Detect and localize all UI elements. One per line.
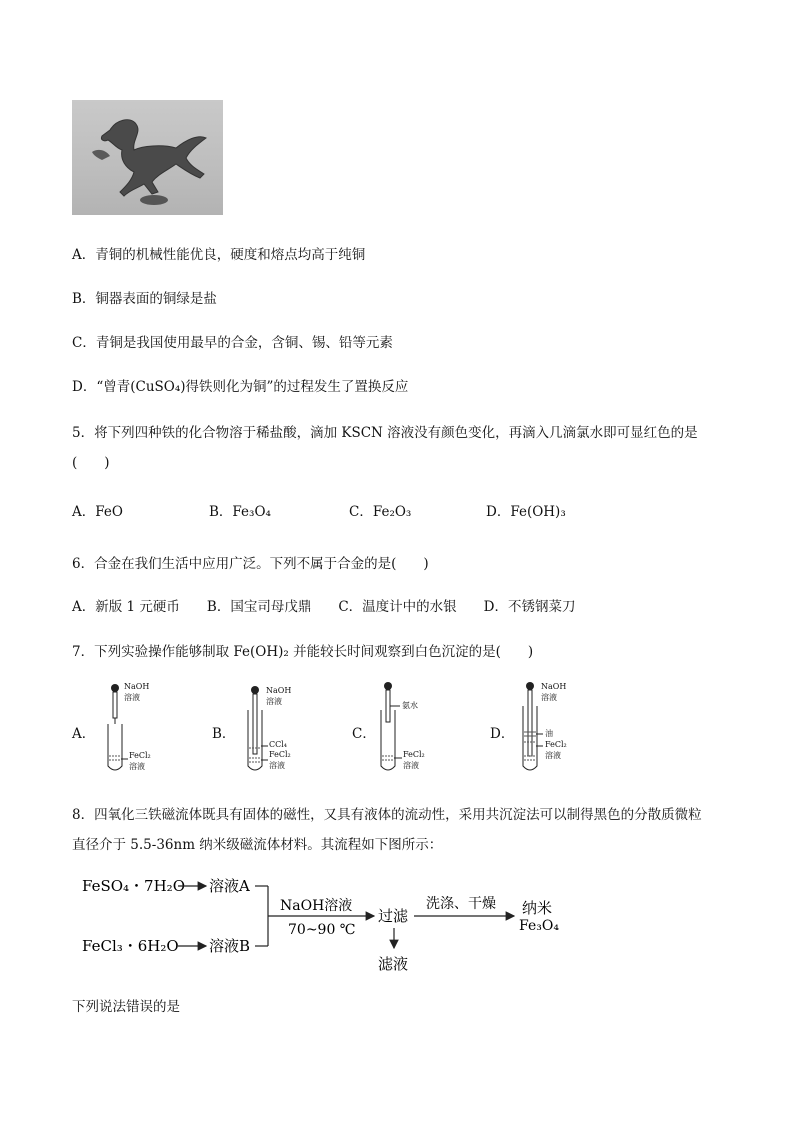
flow-product2: Fe₃O₄: [519, 918, 559, 934]
flow-step-filter: 过滤: [378, 907, 409, 925]
q7-figure-letter: A．: [72, 726, 96, 742]
q7-fig-bottom-label2: 溶液: [269, 761, 285, 770]
q4-option-b: B．铜器表面的铜绿是盐: [72, 291, 217, 307]
q7-fig-bottom-label2: 溶液: [545, 751, 561, 760]
q4-option-d: D．“曾青(CuSO₄)得铁则化为铜”的过程发生了置换反应: [72, 379, 409, 395]
q5-option-b: B．Fe₃O₄: [209, 504, 271, 520]
q7-fig-mid-label: 油: [545, 729, 553, 738]
q7-fig-top-label1: NaOH: [541, 682, 567, 691]
q5-options: [72, 500, 722, 520]
q7-figure-a: [72, 680, 202, 775]
q4-option-c: C．青铜是我国使用最早的合金，含铜、锡、铅等元素: [72, 335, 393, 351]
q5-stem-line2: ( ): [72, 455, 110, 471]
q8-flow-diagram: [78, 868, 598, 978]
flow-solution-a: 溶液A: [209, 877, 250, 895]
q7-fig-bottom-label2: 溶液: [129, 762, 145, 771]
q4-option-a: A．青铜的机械性能优良，硬度和熔点均高于纯铜: [72, 247, 366, 263]
q7-fig-bottom-label1: FeCl₂: [403, 750, 425, 759]
horse-icon: [72, 100, 223, 215]
q6-options: A．新版 1 元硬币 B．国宝司母戊鼎 C．温度计中的水银 D．不锈钢菜刀: [72, 599, 576, 615]
q5-option-c: C．Fe₂O₃: [349, 504, 412, 520]
q5-stem-line1: 5．将下列四种铁的化合物溶于稀盐酸，滴加 KSCN 溶液没有颜色变化，再滴入几滴氯水即可显红色的是: [72, 425, 698, 441]
q8-question: 下列说法错误的是: [72, 999, 180, 1015]
q7-figure-letter: D．: [490, 726, 515, 742]
q7-fig-bottom-label1: FeCl₂: [545, 740, 567, 749]
q7-fig-top-label1: NaOH: [266, 686, 292, 695]
flow-filtrate: 滤液: [378, 955, 409, 973]
flow-condition2: 70~90 ℃: [288, 922, 356, 938]
flow-step-wash: 洗涤、干燥: [426, 896, 496, 912]
q7-fig-top-label1: 氨水: [402, 701, 418, 710]
q7-stem: 7．下列实验操作能够制取 Fe(OH)₂ 并能较长时间观察到白色沉淀的是( ): [72, 644, 534, 660]
q7-fig-bottom-label1: FeCl₂: [129, 751, 151, 760]
q7-fig-bottom-label2: 溶液: [403, 761, 419, 770]
bronze-horse-photo: [72, 100, 223, 215]
q7-fig-top-label1: NaOH: [124, 682, 150, 691]
q8-stem-line2: 直径介于 5.5-36nm 纳米级磁流体材料。其流程如下图所示：: [72, 837, 443, 853]
q7-figure-c: [352, 680, 482, 775]
q8-stem-line1: 8．四氧化三铁磁流体既具有固体的磁性，又具有液体的流动性，采用共沉淀法可以制得黑色的分散质微粒: [72, 807, 702, 823]
q7-figure-letter: B．: [212, 726, 236, 742]
q7-figure-letter: C．: [352, 726, 376, 742]
q7-figure-d: [490, 680, 620, 775]
flow-product1: 纳米: [522, 899, 553, 917]
flow-reagent1: FeSO₄・7H₂O: [82, 877, 185, 895]
flow-solution-b: 溶液B: [209, 937, 251, 955]
flow-reagent2: FeCl₃・6H₂O: [82, 937, 179, 955]
q7-fig-bottom-label1: FeCl₂: [269, 750, 291, 759]
q5-option-a: A．FeO: [72, 504, 123, 520]
flow-condition1: NaOH溶液: [280, 898, 353, 914]
q7-fig-top-label2: 溶液: [266, 697, 282, 706]
q7-fig-mid-label: CCl₄: [269, 740, 288, 749]
q7-fig-top-label2: 溶液: [124, 693, 140, 702]
q5-option-d: D．Fe(OH)₃: [486, 504, 566, 520]
q6-stem: 6．合金在我们生活中应用广泛。下列不属于合金的是( ): [72, 556, 429, 572]
q7-figure-b: [212, 680, 342, 775]
q7-fig-top-label2: 溶液: [541, 693, 557, 702]
